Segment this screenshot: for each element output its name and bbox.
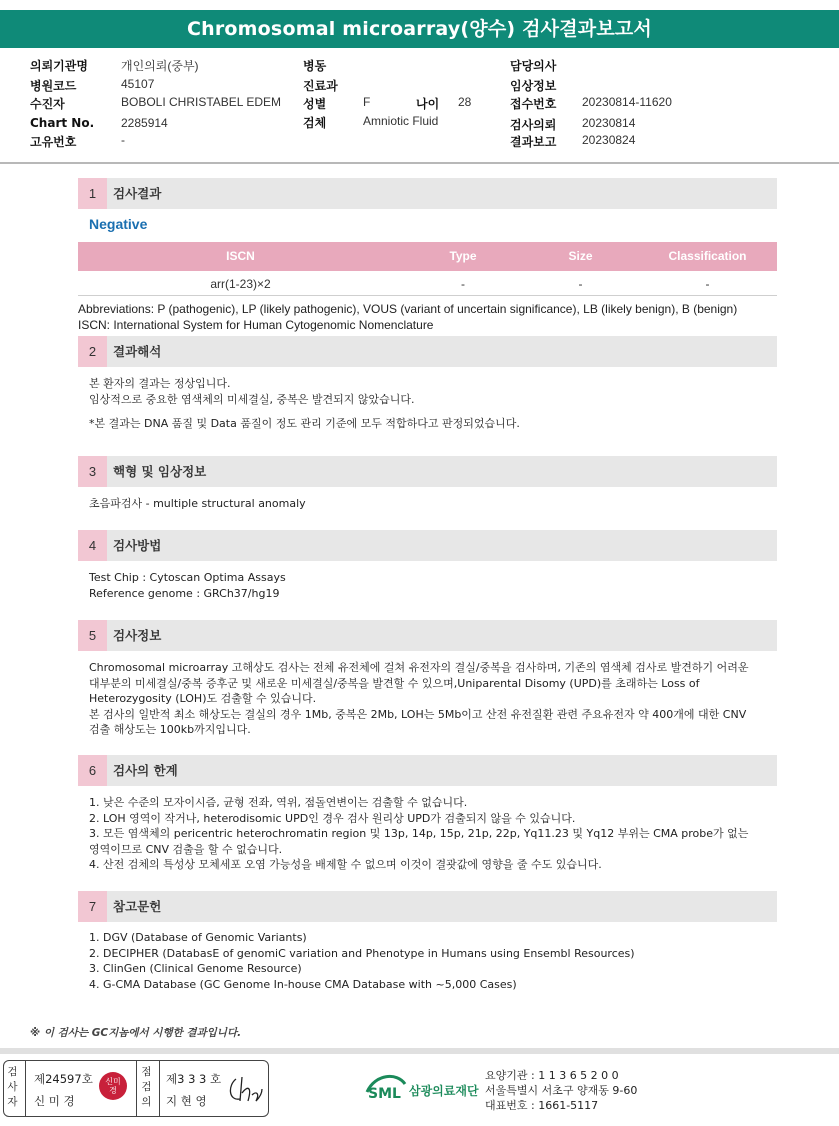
hospital-code-value: 45107 xyxy=(121,77,155,91)
lab-phone: 대표번호 : 1661-5117 xyxy=(485,1099,599,1112)
report-title: Chromosomal microarray(양수) 검사결과보고서 xyxy=(0,10,839,48)
interpretation-text xyxy=(89,376,520,432)
footer-divider xyxy=(0,1048,839,1054)
section-header-references xyxy=(78,891,777,922)
examiner-label xyxy=(7,1065,21,1110)
divider xyxy=(159,1061,160,1116)
column-header-size: Size xyxy=(568,249,593,263)
cell-type: - xyxy=(461,277,465,291)
department-label: 진료과 xyxy=(303,79,338,93)
request-date-value: 20230814 xyxy=(582,116,636,130)
report-date-value: 20230824 xyxy=(582,133,636,147)
lab-name: 삼광의료재단 xyxy=(409,1084,479,1098)
section-number: 3 xyxy=(78,456,107,487)
unique-no-label: 고유번호 xyxy=(30,135,77,149)
section-title: 검사의 한계 xyxy=(113,763,178,778)
references-text xyxy=(89,930,635,992)
doctor-label: 담당의사 xyxy=(510,59,557,73)
sml-logo-icon xyxy=(365,1070,407,1104)
specimen-label: 검체 xyxy=(303,116,327,130)
examiner-name: 신 미 경 xyxy=(34,1094,75,1108)
section-title: 핵형 및 임상정보 xyxy=(113,464,207,479)
column-header-type: Type xyxy=(449,249,477,263)
specimen-value: Amniotic Fluid xyxy=(363,114,439,128)
section-header-test-info xyxy=(78,620,777,651)
request-date-label: 검사의뢰 xyxy=(510,118,557,132)
footnote: ※ 이 검사는 GC지놈에서 시행한 결과입니다. xyxy=(30,1027,242,1039)
institution-label: 의뢰기관명 xyxy=(30,59,88,73)
result-table-header xyxy=(78,242,777,271)
reviewer-label xyxy=(141,1065,155,1110)
lab-code: 요양기관 : 1 1 3 6 5 2 0 0 xyxy=(485,1069,619,1082)
seal-stamp xyxy=(99,1072,127,1100)
text-line: 검출 해상도는 100kb까지입니다. xyxy=(89,723,251,736)
column-header-iscn: ISCN xyxy=(226,249,255,263)
section-header-clinical xyxy=(78,456,777,487)
text-line: Test Chip : Cytoscan Optima Assays xyxy=(89,571,286,584)
section-title: 검사정보 xyxy=(113,628,162,643)
reviewer-license: 제3 3 3 호 xyxy=(166,1072,222,1086)
hospital-code-label: 병원코드 xyxy=(30,79,77,93)
section-title: 검사방법 xyxy=(113,538,162,553)
clinical-text: 초음파검사 - multiple structural anomaly xyxy=(89,497,306,510)
sex-label: 성별 xyxy=(303,97,327,111)
reviewer-label-text: 점검의 xyxy=(141,1066,152,1108)
section-title: 결과해석 xyxy=(113,344,162,359)
ward-label: 병동 xyxy=(303,59,327,73)
text-line: Reference genome : GRCh37/hg19 xyxy=(89,586,280,600)
reference-item: 1. DGV (Database of Genomic Variants) xyxy=(89,931,307,944)
patient-value: BOBOLI CHRISTABEL EDEM xyxy=(121,95,282,109)
abbreviation-line: ISCN: International System for Human Cytogenomic Nomenclature xyxy=(78,318,434,332)
report-date-label: 결과보고 xyxy=(510,135,557,149)
section-title: 검사결과 xyxy=(113,186,162,201)
logo-text: SML xyxy=(368,1086,401,1102)
cell-size: - xyxy=(578,277,583,291)
stamp-text: 신미경 xyxy=(105,1077,121,1095)
limitations-text xyxy=(89,795,748,873)
section-header-result xyxy=(78,178,777,209)
signature-box xyxy=(3,1060,269,1117)
divider xyxy=(25,1061,26,1116)
text-line: 4. 산전 검체의 특성상 모체세포 오염 가능성을 배제할 수 없으며 이것이 결괏값에 영향을 줄 수도 있습니다. xyxy=(89,858,602,871)
method-text xyxy=(89,570,286,601)
table-row xyxy=(78,272,777,296)
text-line: 2. LOH 영역이 작거나, heterodisomic UPD인 경우 검사 원리상 UPD가 검출되지 않을 수 있습니다. xyxy=(89,811,576,825)
text-line: 3. 모든 염색체의 pericentric heterochromatin region 및 13p, 14p, 15p, 21p, 22p, Yq11.23 및 Yq12 부위는 CMA probe가 없는 xyxy=(89,827,749,840)
text-line: Chromosomal microarray 고해상도 검사는 전체 유전체에 걸쳐 유전자의 결실/중복을 검사하며, 기존의 염색체 검사로 발견하기 어려운 xyxy=(89,661,749,674)
age-label: 나이 xyxy=(416,97,440,111)
section-number: 1 xyxy=(78,178,107,209)
text-line: 본 검사의 일반적 최소 해상도는 결실의 경우 1Mb, 중복은 2Mb, LOH는 5Mb이고 산전 유전질환 관련 주요유전자 약 400개에 대한 CNV xyxy=(89,707,747,721)
patient-info xyxy=(0,52,839,164)
text-line: 영역이므로 CNV 검출을 할 수 없습니다. xyxy=(89,842,283,856)
divider xyxy=(136,1061,137,1116)
text-line: 본 환자의 결과는 정상입니다. xyxy=(89,377,231,390)
age-value: 28 xyxy=(458,95,472,109)
section-number: 5 xyxy=(78,620,107,651)
cell-iscn: arr(1-23)×2 xyxy=(210,277,271,291)
sex-value: F xyxy=(363,95,371,109)
reference-item: 2. DECIPHER (DatabasE of genomiC variation and Phenotype in Humans using Ensembl Resources) xyxy=(89,946,635,960)
section-number: 7 xyxy=(78,891,107,922)
lab-address-block xyxy=(485,1068,637,1113)
section-number: 6 xyxy=(78,755,107,786)
section-header-method xyxy=(78,530,777,561)
text-line: 임상적으로 중요한 염색체의 미세결실, 중복은 발견되지 않았습니다. xyxy=(89,392,415,406)
column-header-classification: Classification xyxy=(668,249,747,263)
unique-no-value: - xyxy=(121,133,125,147)
patient-label: 수진자 xyxy=(30,97,65,111)
institution-value: 개인의뢰(중부) xyxy=(121,59,199,73)
text-line: 1. 낮은 수준의 모자이시즘, 균형 전좌, 역위, 점돌연변이는 검출할 수 없습니다. xyxy=(89,796,468,809)
cell-classification: - xyxy=(705,277,710,291)
accession-no-label: 접수번호 xyxy=(510,97,557,111)
reference-item: 3. ClinGen (Clinical Genome Resource) xyxy=(89,962,302,975)
examiner-label-text: 검사자 xyxy=(7,1066,18,1108)
abbreviations xyxy=(78,301,737,333)
text-line: 대부분의 미세결실/중복 증후군 및 새로운 미세결실/중복을 발견할 수 있으며,Uniparental Disomy (UPD)를 초래하는 Loss of xyxy=(89,676,700,690)
result-status: Negative xyxy=(89,216,148,232)
handwritten-signature xyxy=(226,1071,264,1107)
section-header-limitations xyxy=(78,755,777,786)
reference-item: 4. G-CMA Database (GC Genome In-house CMA Database with ~5,000 Cases) xyxy=(89,977,517,991)
section-number: 2 xyxy=(78,336,107,367)
section-title: 참고문헌 xyxy=(113,899,162,914)
accession-no-value: 20230814-11620 xyxy=(582,95,672,109)
section-header-interpretation xyxy=(78,336,777,367)
chart-no-value: 2285914 xyxy=(121,116,168,130)
clinical-info-label: 임상정보 xyxy=(510,79,557,93)
lab-address: 서울특별시 서초구 양재동 9-60 xyxy=(485,1084,638,1097)
abbreviation-line: Abbreviations: P (pathogenic), LP (likely pathogenic), VOUS (variant of uncertain significance), LB (likely benign), B (benign) xyxy=(78,302,738,316)
text-line: Heterozygosity (LOH)도 검출할 수 있습니다. xyxy=(89,692,317,705)
section-number: 4 xyxy=(78,530,107,561)
examiner-license: 제24597호 xyxy=(34,1072,93,1086)
reviewer-name: 지 현 영 xyxy=(166,1094,207,1108)
chart-no-label: Chart No. xyxy=(30,116,95,130)
test-info-text xyxy=(89,660,748,738)
text-line: *본 결과는 DNA 품질 및 Data 품질이 정도 관리 기준에 모두 적합하다고 판정되었습니다. xyxy=(89,417,520,430)
